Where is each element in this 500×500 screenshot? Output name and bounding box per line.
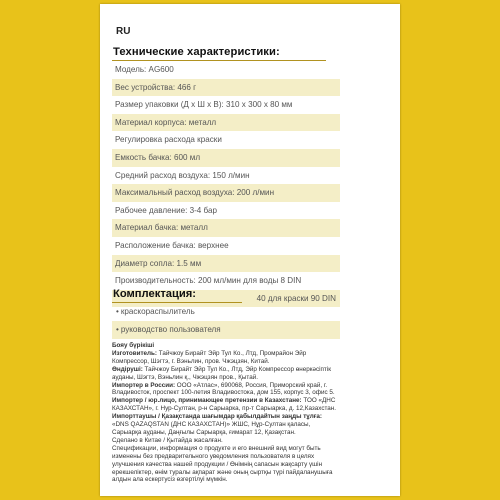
importer-kazakhstan-ru-text: ТОО «ДНС КАЗАХСТАН», г. Нур-Султан, р-н Сарыарка, пр-т Сарыарка, д. 12,Казахстан. [112, 397, 337, 413]
spec-row-tank-position: Расположение бачка: верхнее [115, 240, 229, 250]
kit-item [112, 321, 340, 339]
spec-row-tank-material: Материал бачка: металл [112, 219, 340, 237]
spec-row-paint-flow: Регулировка расхода краски [115, 135, 222, 145]
kit-list [112, 303, 340, 339]
importer-kazakhstan-ru [112, 397, 338, 413]
spec-row-body-material: Материал корпуса: металл [112, 114, 340, 132]
spec-row-model: Модель: AG600 [115, 65, 174, 74]
language-label: RU [116, 26, 131, 37]
spec-row-tank-capacity: Емкость бачка: 600 мл [112, 149, 340, 167]
spec-change-notice: Спецификации, информация о продукте и его внешний вид могут быть изменены без предварительного уведомления пользователя в целях улучшения качества нашей продукции / Өнімнің сапасын жақсарту үшін ерекшеліктер, өнім туралы ақпарат және оның сыртқы түрі пайдаланушыға алдын ала ескертусіз өзгертілуі мүмкін. [112, 444, 333, 484]
manufacturer-ru-text: Тайчжоу Бирайт Эйр Тул Ко., Лтд, Промрайон Эйр Компрессор, Шэгтэ, г. Вэньлин, пров. Чжэцзян, Китай. [112, 349, 307, 365]
manufacturer-ru-label: Изготовитель: [112, 349, 158, 357]
kit-item-label: руководство пользователя [120, 325, 221, 334]
bullet-icon: • [116, 325, 119, 334]
importer-russia-text: ООО «Атлас», 690068, Россия, Приморский край, г. Владивосток, проспект 100-летия Владивостока, дом 155, корпус 3, офис 5. [112, 381, 335, 397]
manufacturer-ru [112, 350, 338, 366]
bullet-icon: • [116, 307, 119, 316]
manufacturer-kz-text: Тайчжоу Бирайт Эйр Тул Ко., Лтд, Эйр Компрессор өнеркәсіптік ауданы, Шэгтэ, Вэньлин қ., Чжэцзян пров., Қытай. [112, 365, 331, 381]
spec-row-pressure: Рабочее давление: 3-4 бар [115, 205, 218, 215]
importer-kazakhstan-kz [112, 413, 338, 437]
spec-row-max-air: Максимальный расход воздуха: 200 л/мин [112, 184, 340, 202]
importer-russia-label: Импортер в России: [112, 381, 176, 389]
kit-item-label: краскораспылитель [120, 307, 195, 316]
kazakh-product-name: Бояу бүрікіші [112, 342, 155, 349]
importer-kazakhstan-ru-label: Импортер / юр.лицо, принимающее претензии в Казахстане: [112, 397, 302, 405]
importer-kazakhstan-kz-text: «DNS QAZAQSTAN (ДНС КАЗАХСТАН)» ЖШС, Нұр-Султан қаласы, Сарыарқа ауданы, Даңғылы Сарыарқа, ғимарат 12, Қазақстан. [112, 421, 311, 436]
manufacturer-kz [112, 366, 338, 382]
kit-title: Комплектация: [113, 288, 197, 300]
specs-list [112, 61, 340, 307]
kit-item [112, 303, 340, 321]
made-in-china: Сделано в Китае / Қытайда жасалған. [112, 436, 223, 444]
spec-row-nozzle: Диаметр сопла: 1.5 мм [112, 255, 340, 273]
legal-text-block [112, 342, 338, 484]
spec-row-avg-air: Средний расход воздуха: 150 л/мин [115, 170, 250, 180]
importer-kazakhstan-kz-label: Импорттаушы / Қазақстанда шағымдар қабылдайтын заңды тұлға: [112, 413, 322, 421]
importer-russia [112, 382, 338, 398]
spec-row-performance-cont: 40 для краски 90 DIN [112, 290, 340, 308]
leaflet-card [100, 4, 400, 496]
spec-row-package-size: Размер упаковки (Д х Ш х В): 310 х 300 х 80 мм [115, 100, 293, 110]
spec-row-performance: Производительность: 200 мл/мин для воды 8 DIN [115, 276, 302, 286]
spec-row-weight: Вес устройства: 466 г [112, 79, 340, 97]
tech-specs-title: Технические характеристики: [113, 46, 280, 58]
manufacturer-kz-label: Өндіруші: [112, 365, 143, 373]
